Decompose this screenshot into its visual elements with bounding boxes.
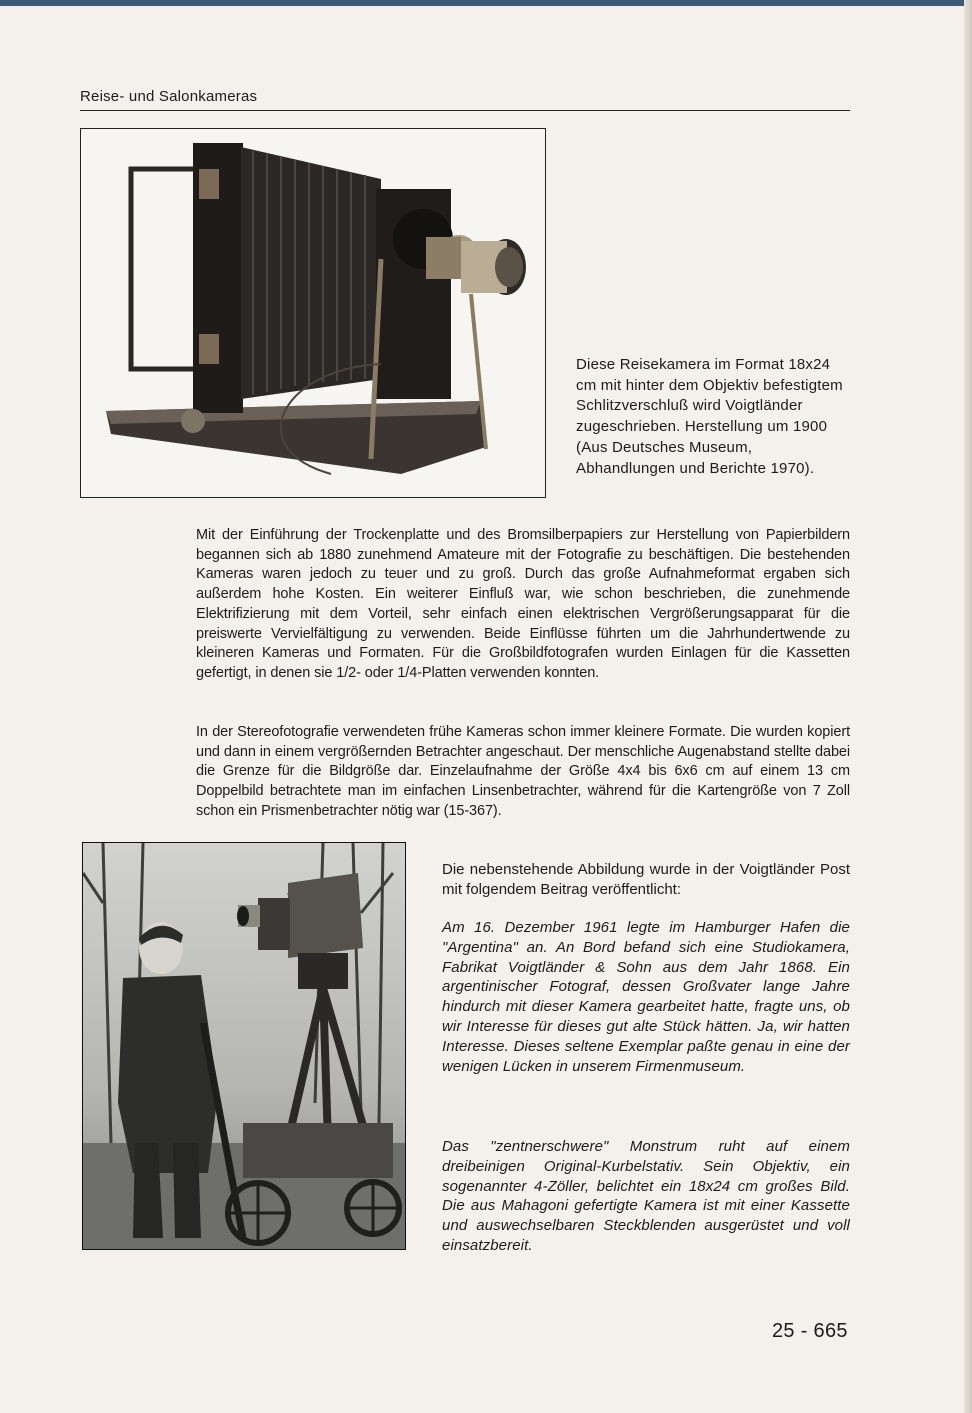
reisekamera-photo (80, 128, 546, 498)
studiokamera-photo (82, 842, 406, 1250)
page-edge-shadow (964, 0, 972, 1413)
header-title: Reise- und Salonkameras (80, 88, 258, 105)
body-paragraph-2: In der Stereofotografie verwendeten frühe Kameras schon immer kleinere Formate. Die wurden kopiert und dann in einem vergrößernden Betrachter angeschaut. Der menschliche Augenabstand stellte dabei die Grenze für die Bildgröße dar. Einzelaufnahme der Größe 4x4 bis 6x6 cm auf einem 13 cm Doppelbild betrachtete man im einfachen Linsenbetrachter, während für die Kartengröße von 7 Zoll schon ein Prismenbetrachter nötig war (15-367). (196, 724, 850, 819)
body-paragraph-1: Mit der Einführung der Trockenplatte und des Bromsilberpapiers zur Herstellung von Papierbildern begannen sich ab 1880 zunehmend Amateure mit der Fotografie zu beschäftigen. Die bestehenden Kameras waren jedoch zu teuer und zu groß. Durch das große Aufnahmeformat ergaben sich außerdem hohe Kosten. Ein weiterer Einfluß war, wie schon beschrieben, die zunehmende Elektrifizierung mit dem Vorteil, sehr einfach einen elektrischen Vergrößerungsapparat für die preiswerte Vervielfältigung zu verwenden. Beide Einflüsse führten um die Jahrhundertwende zu kleineren Kameras und Formaten. Für die Großbildfotografen wurden Einlagen für die Kassetten gefertigt, in denen sie 1/2- oder 1/4-Platten verwenden konnten. (196, 527, 850, 681)
figure2-quote-2: Das "zentnerschwere" Monstrum ruht auf einem dreibeinigen Original-Kurbelstativ. Sein Objektiv, ein sogenannter 4-Zöller, belichtet ein 18x24 cm großes Bild. Die aus Mahagoni gefertigte Kamera ist mit einer Kassette und auswechselbaren Steckblenden ausgerüstet und voll einsatzbereit. (442, 1138, 850, 1254)
running-header (80, 88, 850, 111)
page-number: 25 - 665 (772, 1320, 848, 1342)
top-color-band (0, 0, 972, 6)
figure1-caption: Diese Reisekamera im Format 18x24 cm mit hinter dem Objektiv befestigtem Schlitzverschluß wird Voigtländer zugeschrieben. Herstellung um 1900 (Aus Deutsches Museum, Abhandlungen und Berichte 1970). (576, 356, 843, 477)
figure2-quote-1: Am 16. Dezember 1961 legte im Hamburger Hafen die "Argentina" an. An Bord befand sich eine Studiokamera, Fabrikat Voigtländer & Sohn aus dem Jahr 1868. Ein argentinischer Fotograf, dessen Großvater lange Jahre hindurch mit dieser Kamera gearbeitet hatte, fragte uns, ob wir Interesse für dieses gut alte Stück hätten. Ja, wir hatten Interesse. Dieses seltene Exemplar paßte genau in eine der wenigen Lücken in unserem Firmenmuseum. (442, 919, 850, 1075)
figure2-intro: Die nebenstehende Abbildung wurde in der Voigtländer Post mit folgendem Beitrag veröffentlicht: (442, 861, 850, 898)
